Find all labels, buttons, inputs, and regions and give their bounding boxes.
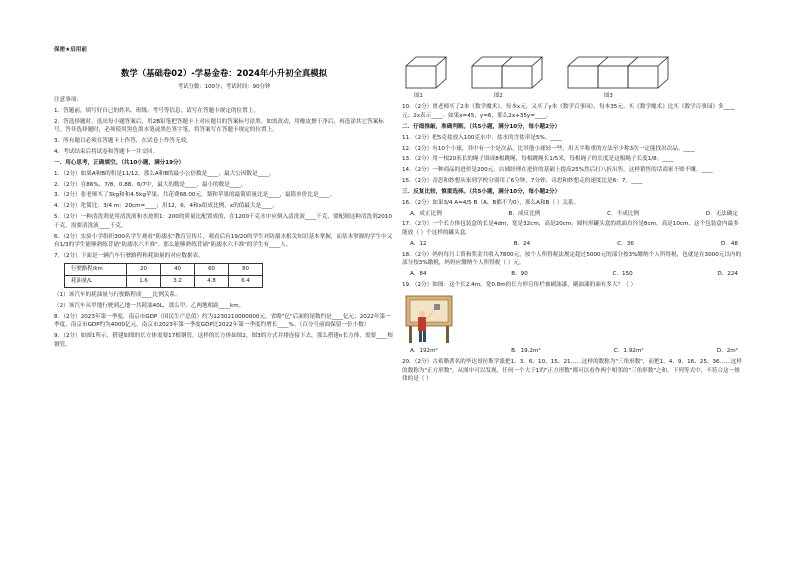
option: C．不成比例 [607, 210, 639, 217]
question-10: 10．（2分）贾老师买了2本《数学魔术》，每本x元，又买了y本《数学百事园》，每本35元。买《数学魔术》比买《数学百事园》多____元；2x表示____。如果x=45，y=6，那么2x+35y=____。 [402, 104, 735, 120]
note-item: 2．答选择题时，选出每小题答案后，用2B铅笔把答题卡上对应题目的答案标号涂黑。如需改动，用橡皮擦干净后，再选涂其它答案标号。答非选择题时，必须使用黑色墨水笔或黑色签字笔，将答案写在答题卡规定的位置上。 [54, 118, 384, 134]
cuboid-figure-1 [404, 54, 448, 90]
table-cell: 60 [195, 263, 229, 275]
question-4: 4．（2分）化简比：3/4 m：20cm=____；用12，6，4和x组成比例，x的值最大是____。 [54, 203, 278, 210]
question-5: 5．（2分）一种清洗剂是用清洗液和水按照1：200的质量比配置成的，在1200千克水中应倒入清洗液____千克，要配制这种清洗剂2010千克，需要清洗液____千克。 [54, 214, 392, 229]
option: B．19.2m² [511, 348, 541, 354]
table-row [65, 263, 263, 275]
option: D．无法确定 [705, 210, 738, 217]
fuel-table [64, 263, 263, 288]
question-17: 17．（2分）一个长方体包装盒的长是4dm，宽是32cm，高是20cm。圆柱形罐头盒的底面直径是8cm，高是10cm，这个包装盒内最多能放（ ）个这样的罐头盒。 [402, 221, 739, 237]
table-row [65, 275, 263, 287]
question-2: 2．（2分）在86%，7/8，0.88，6/7中，最大的数是____，最小的数是____。 [54, 181, 247, 188]
option: B．24 [513, 240, 531, 247]
left-column [54, 46, 394, 352]
exam-subtitle: 考试分数：100分；考试时间：90分钟 [177, 83, 271, 90]
section-heading: 一．用心思考，正确填空。（共10小题，满分19分） [54, 159, 185, 166]
option: A．192m² [410, 348, 438, 354]
option: D．2m² [716, 348, 738, 354]
question-17-options [402, 240, 742, 249]
question-7-sub2: （2）该汽车从甲地行驶到乙地一共耗油40L，那么甲、乙两地相距____km。 [54, 302, 245, 309]
figure-label: 图3 [604, 93, 613, 99]
question-18-options [402, 270, 742, 279]
question-19-figure [402, 292, 742, 344]
option: C．150 [612, 271, 633, 278]
table-cell: 3.2 [161, 275, 195, 287]
table-cell: 4.8 [195, 275, 229, 287]
table-cell: 耗油量/L [65, 275, 127, 287]
question-20: 20．（2分）古希腊著名的毕达哥拉斯学派把1、3、6、10、15、21……这样的数称为"三角形数"，而把1、4、9、16、25、36……这样的数称为"正方形数"。从图中可以发现，任何一个大于1的"正方形数"都可以看作两个相邻的"三角形数"之和，下列等式中，不符合这一规律的是（ ） [402, 358, 742, 383]
question-3: 3．（2分）张老师买了3kg和和4.5kg苹果，共花费68.00元，梨和苹果的最简质量比是____，最简单价比是____。 [54, 192, 336, 199]
question-13: 13．（2分）用一根20米长的绳子围成8根跳绳，每根跳绳长1/5米，每根绳子的长度是这根绳子长度1/8。____ [402, 156, 674, 163]
cuboid-figure-3 [566, 54, 670, 90]
option: A．成正比例 [410, 210, 442, 217]
table-cell: 行驶路程/km [65, 263, 127, 275]
option: A．12 [410, 240, 427, 247]
note-item: 4．考试结束后将试卷和答题卡一并交回。 [54, 149, 159, 156]
question-18: 18．（2分）妈妈每月工资和奖金共收入7800元，按个人所得税法规定超过5000元的部分按3%缴纳个人所得税，也就是在3000元以内的部分按3%缴税，妈妈应缴纳个人所得税（ ）元。 [402, 251, 742, 267]
option: B．90 [511, 271, 528, 278]
note-item: 1．答题前，填写好自己的姓名、班级、考号等信息，请写在答题卡规定的位置上。 [54, 107, 259, 114]
figure-labels [402, 92, 742, 100]
question-16: 16．（2分）如果3/4 A=4/5 B（A、B都不为0），那么A和B（ ）关系。 [402, 199, 580, 206]
table-cell: 1.6 [127, 275, 161, 287]
section-heading: 三．反复比较，慎重选择。（共5小题，满分10分，每小题2分） [402, 188, 561, 195]
note-item: 3．所有题目必须在答题卡上作答，在试卷上作答无效。 [54, 138, 192, 145]
question-6: 6．（2分）实验小学组织300名学生观看"防溺水"教育宣传片，观看后有19/20的学生对防溺水相关知识基本掌握，而基本掌握的学生中又有1/3的学生能够熟练背诵"防溺水六不准"。那么能够熟练背诵"防溺水六不准"的学生有____人。 [54, 233, 393, 249]
question-19: 19．（2分）如图：这个长2.4m，宽0.8m的长方形宣传栏被刷油漆，刷油漆的面有多大？（ ） [402, 282, 637, 289]
table-cell: 6.4 [229, 275, 263, 287]
section-heading: 二．仔细推敲，准确判断。（共5小题，满分10分，每小题2分） [402, 123, 561, 130]
question-7-sub1: （1）该汽车的耗油量与行驶路程成____比例关系。 [54, 291, 181, 298]
option: D．48 [720, 240, 738, 247]
question-15: 15．（2分）奇思和妙想从家到学校分别用了6分钟、7分钟，奇思和妙想走的速度比是6：7。____ [402, 178, 643, 185]
option: D．224 [717, 271, 738, 278]
exam-title: 数学（基础卷02）-学易金卷：2024年小升初全真模拟 [121, 67, 327, 78]
right-column [402, 46, 742, 386]
question-16-options [402, 210, 742, 219]
confidential-mark: 保密★启用前 [54, 47, 87, 53]
table-cell: 40 [161, 263, 195, 275]
notes-heading: 注意事项： [54, 97, 82, 104]
table-cell: 80 [229, 263, 263, 275]
question-12: 12．（2分）有10个小球，其中有一个是次品，比其他小球轻一些，用天平称重的方法至少称3次一定能找出次品。____ [402, 145, 695, 152]
question-19-options [402, 347, 742, 356]
painting-board-illustration [402, 292, 456, 344]
question-1: 1．（2分）如果A和B的积是11/12，那么A和B的最小公倍数是____，最大公因数是____。 [54, 170, 275, 177]
option: C．36 [617, 240, 634, 247]
option: B．成反比例 [508, 210, 541, 217]
figure-label: 图2 [494, 93, 503, 99]
question-7: 7．（2分）下面是一辆汽车行驶路程和耗油量的对应数据表。 [54, 253, 204, 260]
cuboid-figures [404, 54, 742, 90]
question-8: 8．（2分）2023年第一季度，南京市GDP（国民生产总值）约为1230210000000元，省略"亿"后面的尾数约是____亿元；2022年第一季度，南京市GDP约为4000亿元，南京市2023年第一季度GDP比2022年第一季度约增长____%。（百分号前面保留一位小数） [54, 313, 391, 329]
option: A．84 [410, 271, 427, 278]
question-11: 11．（2分）把5克盐放入100克水中，盐水的含盐率是5%。____ [402, 134, 562, 141]
question-14: 14．（2分）一种商品的进价是200元，店铺经理在进价的基础上提高25%然后打八折出售，这样销售的话商家不赔不赚。____ [402, 167, 713, 174]
table-cell: 20 [127, 263, 161, 275]
figure-label: 图1 [414, 93, 423, 99]
question-9: 9．（2分）如图1所示，搭建如图的长方体需要17根钢管，这样的长方体如图2，图3的方式并排连接下去，那么搭建n长方体，需要____根钢管。 [54, 333, 393, 348]
option: C．1.92m² [613, 348, 644, 354]
cuboid-figure-2 [470, 54, 544, 90]
